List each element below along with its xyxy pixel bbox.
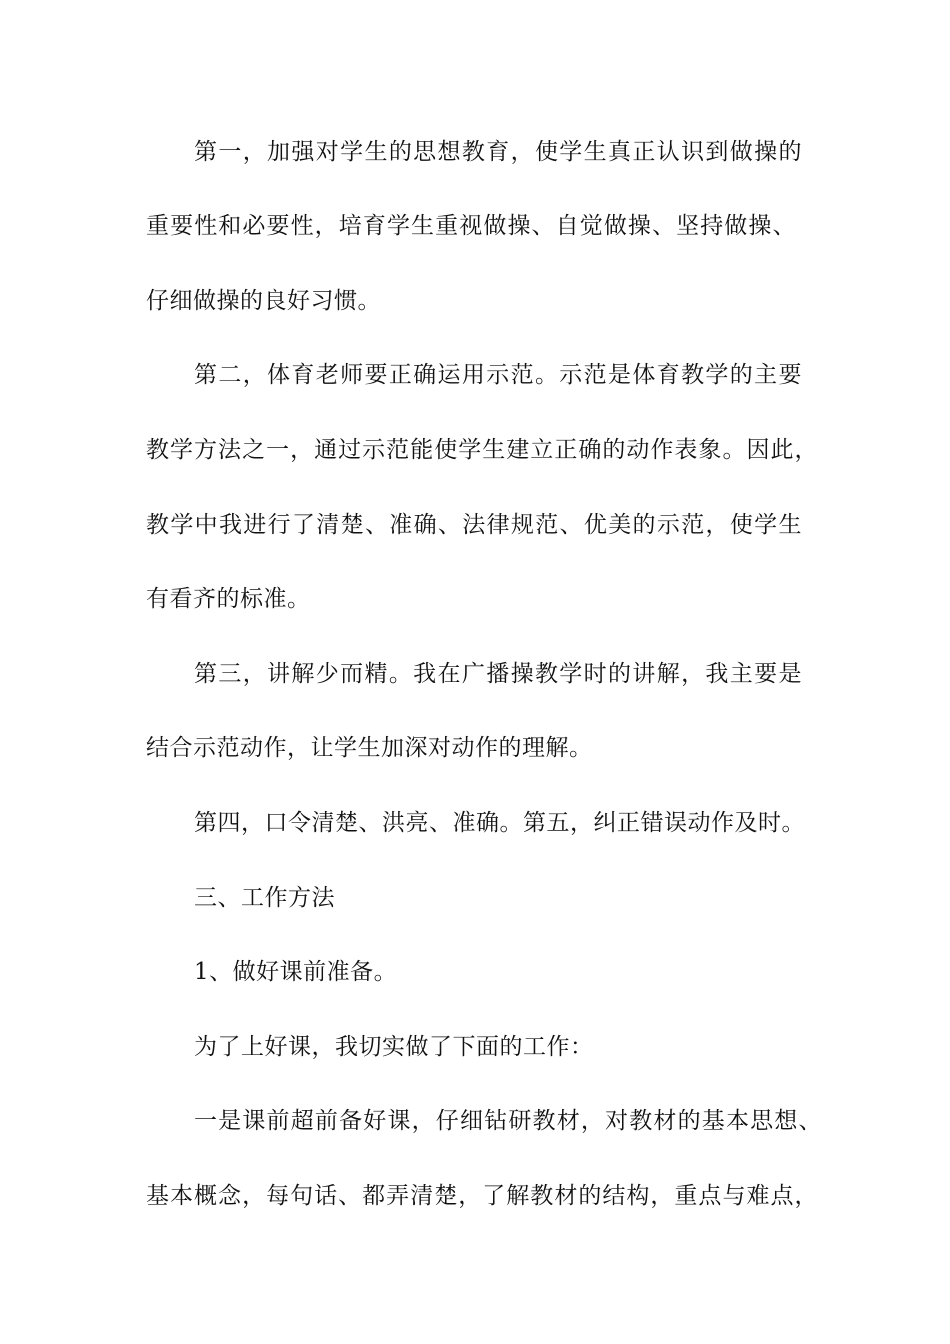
- text-line: 仔细做操的良好习惯。: [146, 288, 381, 314]
- text-line: 第四，口令清楚、洪亮、准确。第五，纠正错误动作及时。: [194, 810, 805, 836]
- text-line: 一是课前超前备好课，仔细钻研教材，对教材的基本思想、: [194, 1108, 822, 1134]
- text-line: 重要性和必要性，培育学生重视做操、自觉做操、坚持做操、: [146, 213, 796, 239]
- text-line: 教学中我进行了清楚、准确、法律规范、优美的示范，使学生: [146, 512, 802, 538]
- text-line: 教学方法之一，通过示范能使学生建立正确的动作表象。因此，: [146, 437, 818, 463]
- text-line: 有看齐的标准。: [146, 586, 311, 612]
- text-line: 基本概念，每句话、都弄清楚，了解教材的结构，重点与难点，: [146, 1183, 818, 1209]
- text-line: 为了上好课，我切实做了下面的工作：: [194, 1034, 594, 1060]
- text-line: 第一，加强对学生的思想教育，使学生真正认识到做操的: [194, 139, 802, 165]
- text-line: 第二，体育老师要正确运用示范。示范是体育教学的主要: [194, 362, 802, 388]
- text-line: 第三，讲解少而精。我在广播操教学时的讲解，我主要是: [194, 661, 802, 687]
- section-heading: 三、工作方法: [194, 885, 335, 911]
- subsection-heading: 1、做好课前准备。: [194, 959, 398, 985]
- text-line: 结合示范动作，让学生加深对动作的理解。: [146, 735, 593, 761]
